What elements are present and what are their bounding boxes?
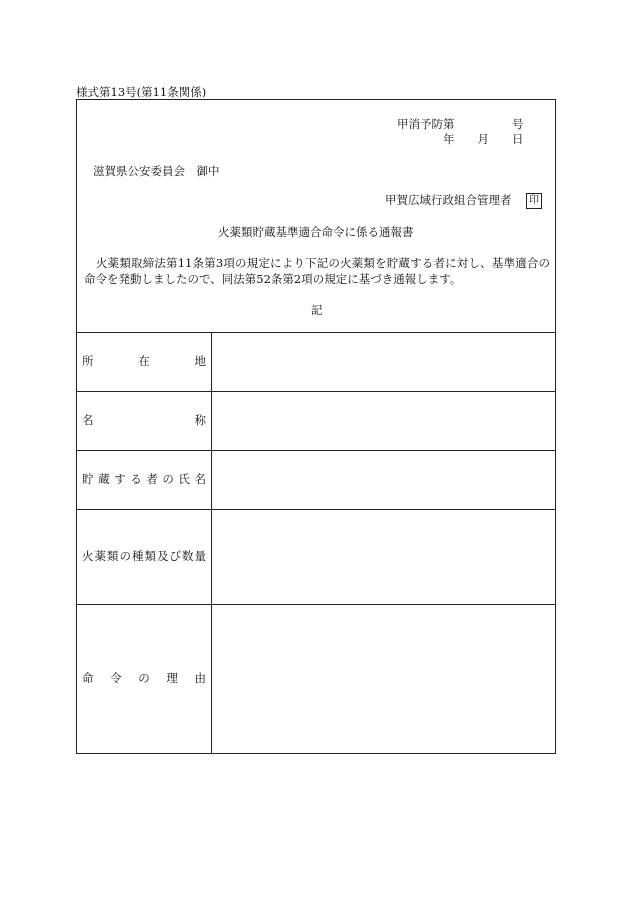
form-number: 様式第13号(第11条関係) [76, 85, 207, 99]
document-date: 年 月 日 [443, 132, 524, 146]
seal-mark: 印 [526, 193, 542, 209]
label-char: 所 [82, 353, 94, 368]
label-char: 令 [110, 670, 122, 685]
value-storer-name[interactable] [212, 451, 555, 509]
label-char: 称 [194, 412, 206, 427]
label-location [82, 332, 206, 391]
body-text: 火薬類取締法第11条第3項の規定により下記の火薬類を貯蔵する者に対し、基準適合の命令を発動しましたので、同法第52条第2項の規定に基づき通報します。 [84, 256, 550, 286]
label-char: 類 [107, 548, 119, 563]
document-title: 火薬類貯蔵基準適合命令に係る通報書 [218, 225, 414, 239]
label-char: 命 [82, 670, 94, 685]
label-char: の [162, 471, 174, 486]
label-char: 貯 [82, 471, 94, 486]
value-name[interactable] [212, 392, 555, 450]
label-char: 地 [194, 353, 206, 368]
label-name [82, 391, 206, 450]
label-order-reason [82, 604, 206, 753]
label-char: 火 [82, 548, 94, 563]
label-char: る [130, 471, 142, 486]
label-char: 及 [157, 548, 169, 563]
label-char: 理 [166, 670, 178, 685]
sender-name: 甲賀広域行政組合管理者 [385, 193, 512, 207]
label-char: 量 [194, 548, 206, 563]
label-char: す [114, 471, 126, 486]
label-char: 数 [182, 548, 194, 563]
label-char: 薬 [94, 548, 106, 563]
label-char: び [169, 548, 181, 563]
label-char: 在 [138, 353, 150, 368]
label-explosive-type-quantity [82, 509, 206, 604]
label-char: 種 [132, 548, 144, 563]
label-char: 蔵 [98, 471, 110, 486]
label-char: 氏 [178, 471, 190, 486]
addressee: 滋賀県公安委員会 御中 [93, 164, 220, 178]
label-storer-name [82, 450, 206, 509]
value-order-reason[interactable] [212, 605, 555, 753]
label-char: の [119, 548, 131, 563]
label-char: 由 [194, 670, 206, 685]
ki-label: 記 [311, 303, 323, 317]
label-char: 名 [82, 412, 94, 427]
document-number: 甲消予防第 号 [397, 117, 524, 131]
label-char: の [138, 670, 150, 685]
body-paragraph [84, 255, 550, 287]
label-char: 者 [146, 471, 158, 486]
value-explosive-type-quantity[interactable] [212, 510, 555, 604]
value-location[interactable] [212, 333, 555, 391]
label-char: 類 [144, 548, 156, 563]
label-char: 名 [194, 471, 206, 486]
